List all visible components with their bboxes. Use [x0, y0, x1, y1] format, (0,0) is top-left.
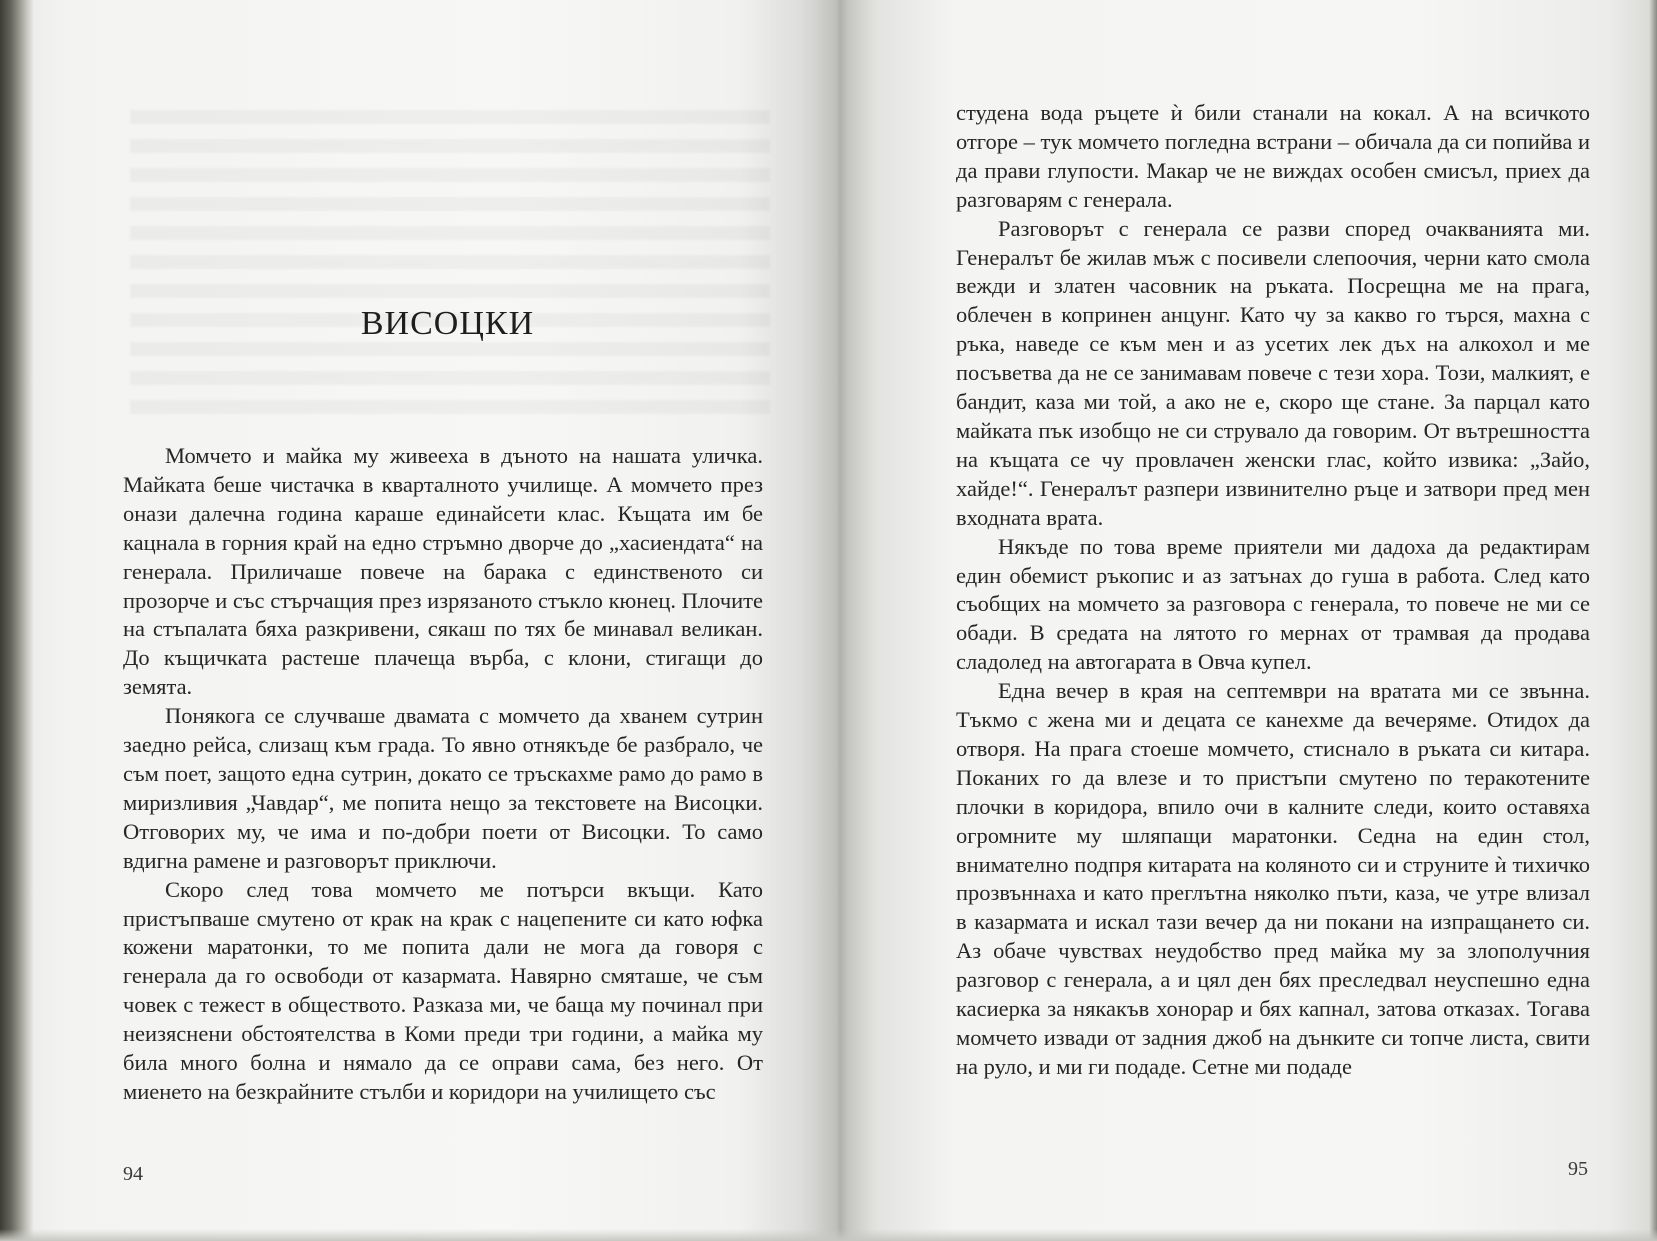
page-number: 95	[1568, 1158, 1588, 1180]
paragraph: Някъде по това време приятели ми дадоха да редактирам един обемист ръкопис и аз затънах до гуша в работа. След като съобщих на момчето за разговора с генерала, то повече не ми се обади. В средата на лятото го мернах от трамвая да продава сладолед на автогарата в Овча купел.	[956, 533, 1590, 675]
right-page-body	[956, 99, 1590, 1082]
book-left-edge	[0, 0, 34, 1241]
chapter-title: ВИСОЦКИ	[360, 305, 535, 342]
paragraph: Скоро след това момчето ме потърси вкъщи. Като пристъпваше смутено от крак на крак с нацепените си като юфка кожени маратонки, то ме попита дали не мога да говоря с генерала да го освободи от казармата. Навярно смяташе, че съм човек с тежест в обществото. Разказа ми, че баща му починал при неизяснени обстоятелства в Коми преди три години, а майка му била много болна и нямало да се оправи сама, без него. От миенето на безкрайните стълби и коридори на училището със	[123, 876, 763, 1104]
page-number: 94	[123, 1163, 143, 1185]
right-page	[840, 0, 1657, 1241]
paragraph: Понякога се случваше двамата с момчето да хванем сутрин заедно рейса, слизащ към града. То явно отнякъде бе разбрало, че съм поет, защото една сутрин, докато се тръскахме рамо до рамо в миризливия „Чавдар“, ме попита нещо за текстовете на Висоцки. Отговорих му, че има и по-добри поети от Висоцки. То само вдигна рамене и разговорът приключи.	[123, 703, 763, 873]
paragraph: Момчето и майка му живееха в дъното на нашата уличка. Майката беше чистачка в кварталното училище. А момчето през онази далечна година караше единайсети клас. Къщата им бе кацнала в горния край на едно стръмно дворче до „хасиендата“ на генерала. Приличаше повече на барака с единственото си прозорче и със стърчащия през изрязаното стъкло кюнец. Плочите на стъпалата бяха разкривени, сякаш по тях бе минавал великан. До къщичката растеше плачеща върба, с клони, стигащи до земята.	[123, 443, 763, 700]
show-through-text	[130, 110, 770, 429]
paragraph: студена вода ръцете ѝ били станали на кокал. А на всичкото отгоре – тук момчето погледна встрани – обичала да си попийва и да прави глупости. Макар че не виждах особен смисъл, приех да разговарям с генерала.	[956, 100, 1590, 212]
paragraph: Разговорът с генерала се разви според очакванията ми. Генералът бе жилав мъж с посивели слепоочия, черни като смола вежди и златен часовник на ръката. Посрещна ме на прага, облечен в копринен анцунг. Като чу за какво го търся, махна с ръка, наведе се към мен и аз усетих лек дъх на алкохол и ме посъветва да не се занимавам повече с тези хора. Този, малкият, е бандит, каза ми той, а ако не е, скоро ще стане. За парцал като майката пък изобщо не си струвало да говорим. От вътрешността на къщата се чу провлачен женски глас, който извика: „Зайо, хайде!“. Генералът разпери извинително ръце и затвори пред мен входната врата.	[956, 215, 1590, 530]
book-bottom-edge	[0, 1229, 1657, 1241]
book-right-edge	[1649, 0, 1657, 1241]
left-page-body	[123, 442, 763, 1107]
paragraph: Една вечер в края на септември на вратата ми се звънна. Тъкмо с жена ми и децата се канехме да вечеряме. Отидох да отворя. На прага стоеше момчето, стиснало в ръката си китара. Поканих го да влезе и то пристъпи смутено по теракотените плочки в коридора, впило очи в калните следи, които оставяха огромните му шляпащи маратонки. Седна на един стол, внимателно подпря китарата на коляното си и струните ѝ тихичко прозвъннаха и като преглътна няколко пъти, каза, че утре влизал в казармата и искал тази вечер да ни покани на изпращането си. Аз обаче чувствах неудобство пред майка му за злополучния разговор с генерала, а и цял ден бях преследвал неуспешно една касиерка за някакъв хонорар и бях капнал, затова отказах. Тогава момчето извади от задния джоб на дънките си топче листа, свити на руло, и ми ги подаде. Сетне ми подаде	[956, 678, 1590, 1079]
book-gutter	[800, 0, 880, 1241]
